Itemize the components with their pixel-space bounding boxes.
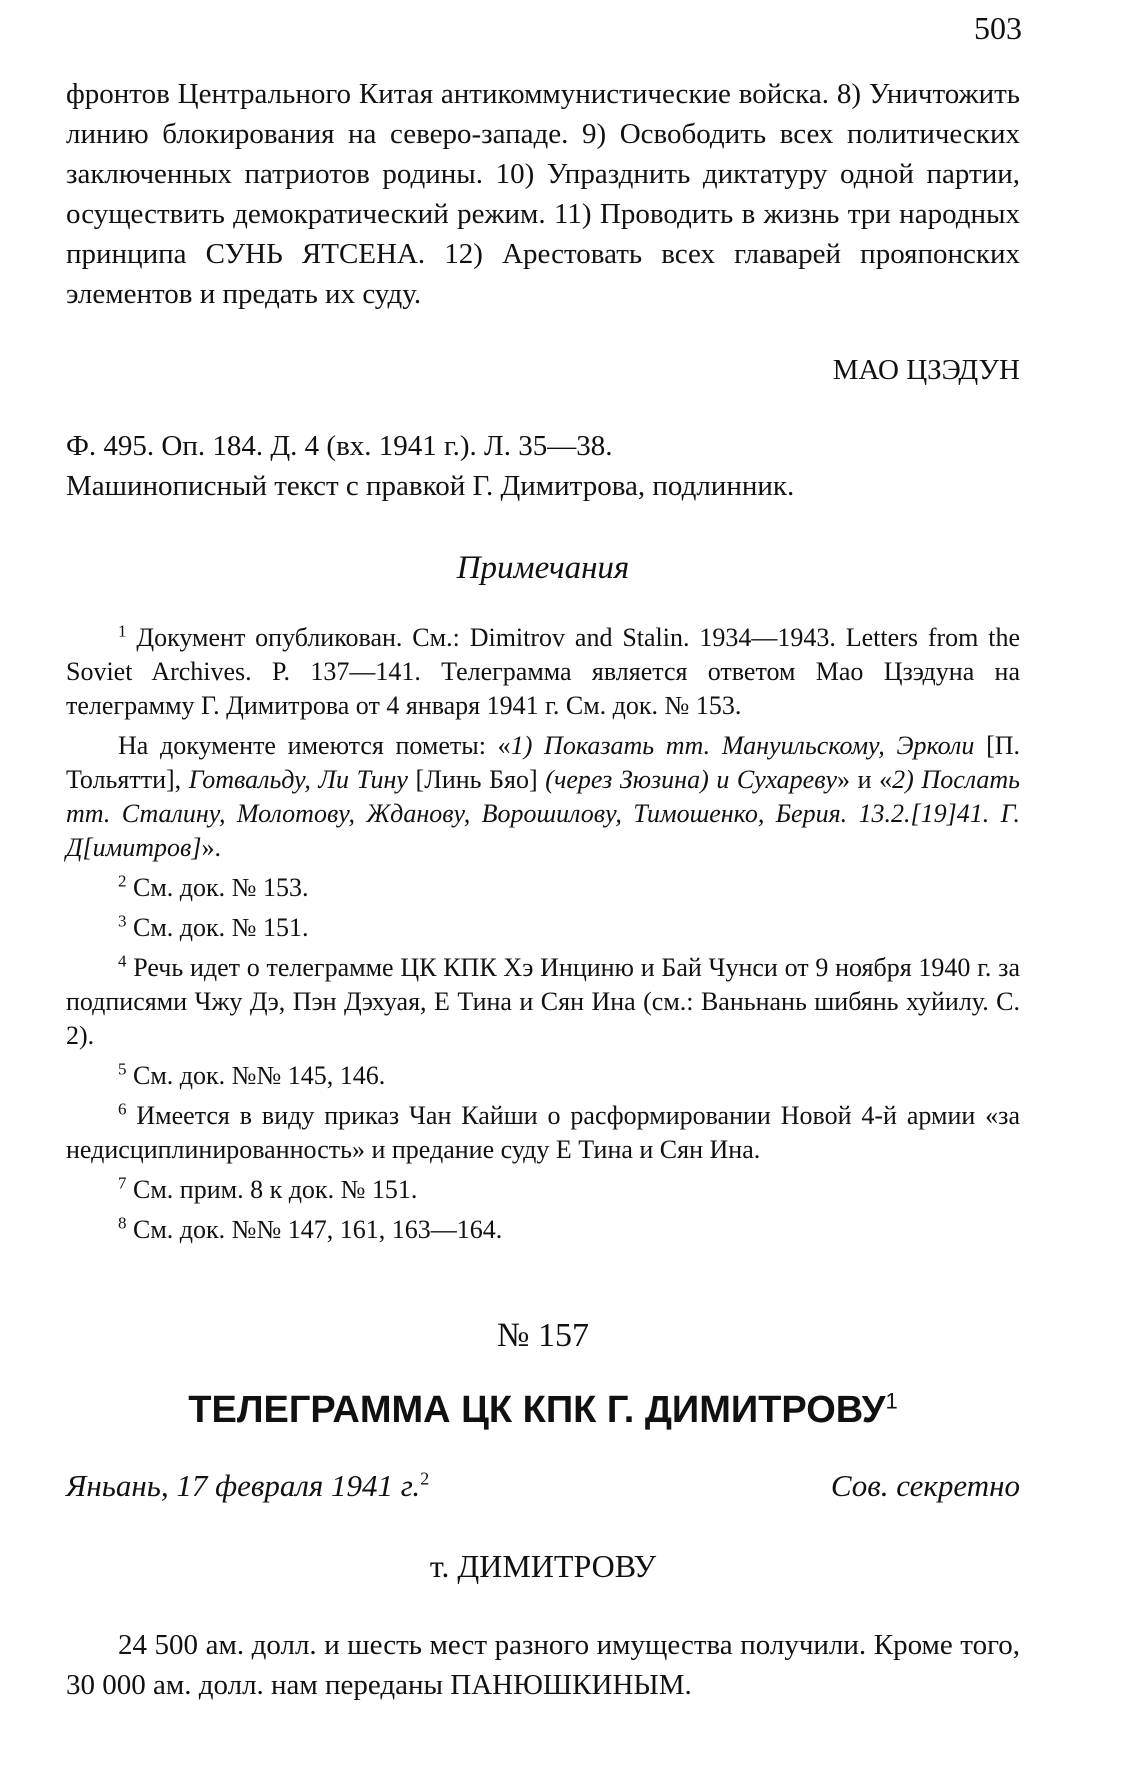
note-item (66, 1213, 1020, 1247)
document-title-line (66, 1389, 1020, 1432)
note-text: На документе имеются пометы: « (118, 731, 511, 760)
title-note-marker: 1 (885, 1388, 898, 1414)
note-text: ». (201, 833, 221, 862)
place-date-line (66, 1468, 429, 1504)
note-text: См. прим. 8 к док. № 151. (126, 1175, 418, 1204)
note-marker: 2 (118, 871, 127, 891)
note-text: » и « (837, 765, 893, 794)
archive-reference: Ф. 495. Оп. 184. Д. 4 (вх. 1941 г.). Л. 35—38. (66, 430, 613, 462)
note-marker: 3 (118, 911, 127, 931)
top-paragraph: фронтов Центрального Китая антикоммунистические войска. 8) Уничтожить линию блокирования на северо-западе. 9) Освободить всех политических заключенных патриотов родины. 10) Упразднить диктатуру одной партии, осуществить демократический режим. 11) Проводить в жизнь три народных принципа СУНЬ ЯТСЕНА. 12) Арестовать всех главарей прояпонских элементов и предать их суду. (66, 78, 1020, 310)
classification: Сов. секретно (830, 1468, 1020, 1503)
note-text: См. док. № 151. (126, 913, 309, 942)
note-item (66, 871, 1020, 905)
page-number: 503 (974, 10, 1022, 46)
note-text: См. док. №№ 147, 161, 163—164. (126, 1215, 503, 1244)
archive-reference-block (66, 426, 1020, 506)
note-text: Документ опубликован. См.: Dimitrov and Stalin. 1934—1943. Letters from the Soviet Archives. P. 137—141. Телеграмма является ответом Мао Цзэдуна на телеграмму Г. Димитрова от 4 января 1941 г. См. док. № 153. (66, 623, 1020, 720)
note-item (66, 1059, 1020, 1093)
note-item (66, 1099, 1020, 1167)
note-text: [Линь Бяо] (407, 765, 546, 794)
note-text: См. док. №№ 145, 146. (126, 1061, 386, 1090)
note-marker: 1 (118, 621, 127, 641)
note-marker: 7 (118, 1173, 127, 1193)
note-item-marks (66, 729, 1020, 865)
note-text-italic: 1) Показать тт. Мануильскому, Эрколи (510, 731, 975, 760)
signature: МАО ЦЗЭДУН (832, 354, 1020, 386)
note-text: Речь идет о телеграмме ЦК КПК Хэ Инциню и Бай Чунси от 9 ноября 1940 г. за подписями Чжу Дэ, Пэн Дэхуая, Е Тина и Сян Ина (см.: Ваньнань шибянь хуйилу. С. 2). (66, 953, 1020, 1050)
document-number: № 157 (497, 1317, 589, 1354)
note-marker: 5 (118, 1059, 127, 1079)
note-marker: 6 (118, 1099, 127, 1119)
note-item (66, 621, 1020, 723)
note-text-italic: (через Зюзина) и Сухареву (545, 765, 838, 794)
place-date-note-marker: 2 (420, 1468, 430, 1489)
content (66, 74, 1020, 1705)
note-text: [П. Тольятти], (66, 731, 1021, 794)
document-title: ТЕЛЕГРАММА ЦК КПК Г. ДИМИТРОВУ (188, 1389, 886, 1431)
note-item (66, 951, 1020, 1053)
note-marker: 8 (118, 1213, 127, 1233)
archive-description: Машинописный текст с правкой Г. Димитрова, подлинник. (66, 470, 795, 502)
notes-title: Примечания (456, 550, 630, 586)
notes-list (66, 621, 1020, 1247)
note-text-italic: Готвальду, Ли Тину (188, 765, 408, 794)
place-date: Яньань, 17 февраля 1941 г. (66, 1468, 421, 1503)
note-marker: 4 (118, 951, 127, 971)
addressee: т. ДИМИТРОВУ (429, 1548, 657, 1584)
dateline (66, 1468, 1020, 1504)
note-text-italic: 2) Послать тт. Сталину, Молотову, Жданову, Ворошилову, Тимошенко, Берия. 13.2.[19]41. Г. Д[имитров] (66, 765, 1021, 862)
note-item (66, 1173, 1020, 1207)
telegram-text: 24 500 ам. долл. и шесть мест разного имущества получили. Кроме того, 30 000 ам. долл. нам переданы ПАНЮШКИНЫМ. (66, 1629, 1020, 1701)
note-text: См. док. № 153. (126, 873, 309, 902)
note-item (66, 911, 1020, 945)
note-text: Имеется в виду приказ Чан Кайши о расформировании Новой 4-й армии «за недисциплинированность» и предание суду Е Тина и Сян Ина. (66, 1101, 1020, 1164)
